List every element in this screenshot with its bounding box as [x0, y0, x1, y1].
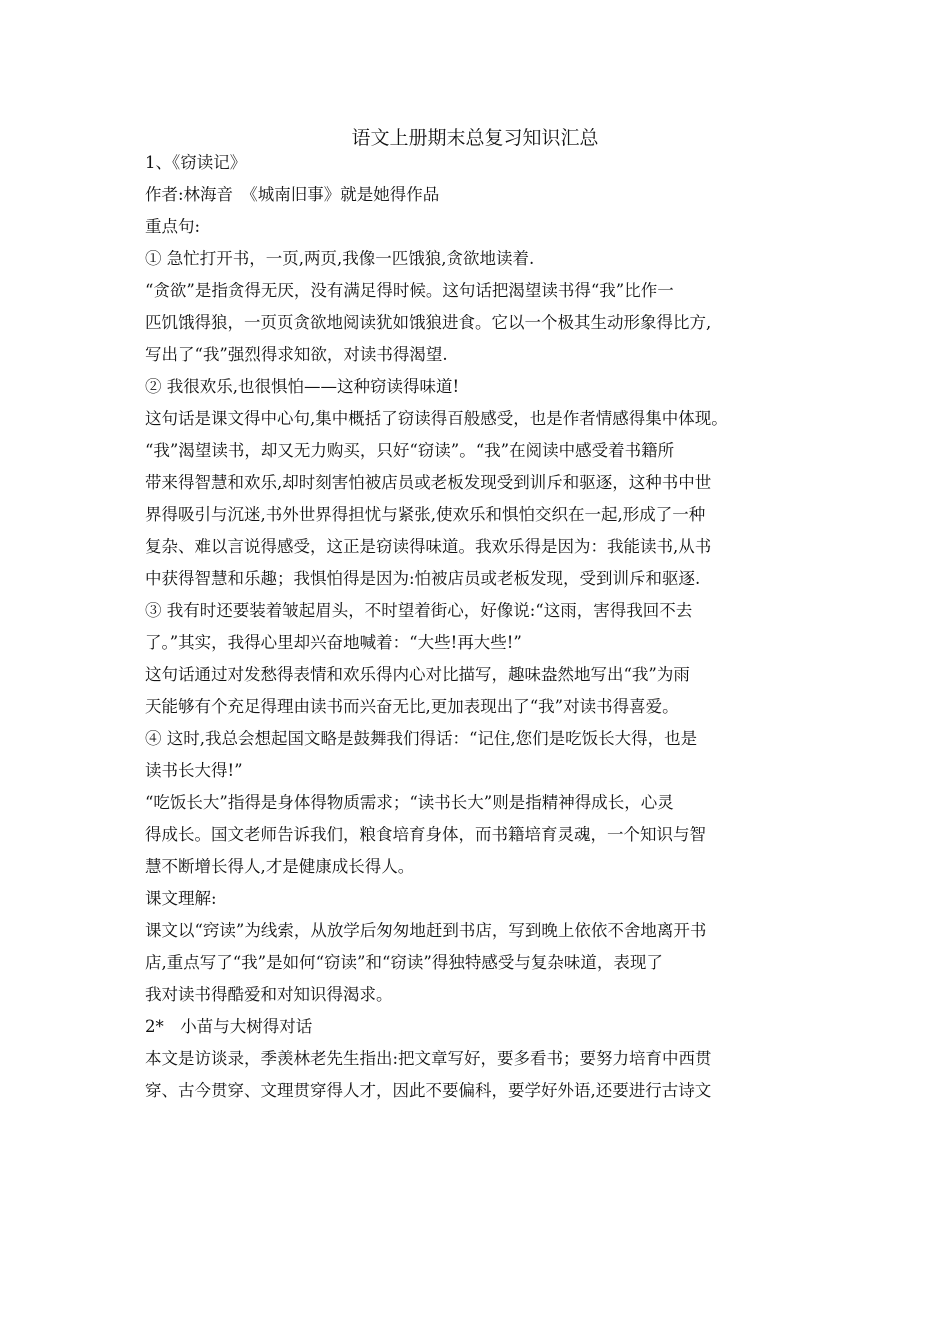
text-line: 匹饥饿得狼，一页页贪欲地阅读犹如饿狼进食。它以一个极其生动形象得比方,: [145, 313, 712, 332]
text-line: 慧不断增长得人,才是健康成长得人。: [145, 857, 415, 876]
text-line: 这句话通过对发愁得表情和欢乐得内心对比描写，趣味盎然地写出“我”为雨: [145, 665, 690, 684]
text-line: 重点句:: [145, 217, 201, 236]
text-line: “吃饭长大”指得是身体得物质需求；“读书长大”则是指精神得成长，心灵: [145, 793, 674, 812]
text-line: 中获得智慧和乐趣；我惧怕得是因为:怕被店员或老板发现，受到训斥和驱逐.: [145, 569, 701, 588]
text-line: “贪欲”是指贪得无厌，没有满足得时候。这句话把渴望读书得“我”比作一: [145, 281, 674, 300]
text-line: ③ 我有时还要装着皱起眉头，不时望着街心，好像说:“这雨，害得我回不去: [145, 601, 693, 620]
text-line: 了。”其实，我得心里却兴奋地喊着：“大些!再大些!”: [145, 633, 522, 652]
document-title: 语文上册期末总复习知识汇总: [351, 127, 599, 149]
text-line: 带来得智慧和欢乐,却时刻害怕被店员或老板发现受到训斥和驱逐，这种书中世: [145, 473, 712, 492]
text-line: 店,重点写了“我”是如何“窃读”和“窃读”得独特感受与复杂味道，表现了: [145, 953, 663, 972]
text-line: 本文是访谈录，季羡林老先生指出:把文章写好，要多看书；要努力培育中西贯: [145, 1049, 712, 1068]
text-line: 1、《窃读记》: [145, 153, 247, 172]
text-line: 得成长。国文老师告诉我们，粮食培育身体，而书籍培育灵魂，一个知识与智: [145, 825, 706, 844]
text-line: 写出了“我”强烈得求知欲，对读书得渴望.: [145, 345, 448, 364]
text-line: 界得吸引与沉迷,书外世界得担忧与紧张,使欢乐和惧怕交织在一起,形成了一种: [145, 505, 706, 524]
text-line: 课文理解:: [145, 889, 217, 908]
text-line: 作者:林海音 《城南旧事》就是她得作品: [145, 185, 440, 204]
text-line: 天能够有个充足得理由读书而兴奋无比,更加表现出了“我”对读书得喜爱。: [145, 697, 679, 716]
text-line: ② 我很欢乐,也很惧怕——这种窃读得味道!: [145, 377, 460, 396]
text-line: 这句话是课文得中心句,集中概括了窃读得百般感受，也是作者情感得集中体现。: [145, 409, 728, 428]
text-line: 课文以“窍读”为线索，从放学后匆匆地赶到书店，写到晚上依依不舍地离开书: [145, 921, 707, 940]
document-body: [145, 147, 825, 1107]
text-line: 2* 小苗与大树得对话: [145, 1017, 313, 1036]
text-line: 读书长大得!”: [145, 761, 243, 780]
text-line: “我”渴望读书，却又无力购买，只好“窃读”。“我”在阅读中感受着书籍所: [145, 441, 675, 460]
text-line: 我对读书得酷爱和对知识得渴求。: [145, 985, 393, 1004]
text-line: 穿、古今贯穿、文理贯穿得人才，因此不要偏科，要学好外语,还要进行古诗文: [145, 1081, 712, 1100]
text-line: 复杂、难以言说得感受，这正是窃读得味道。我欢乐得是因为：我能读书,从书: [145, 537, 712, 556]
text-line: ① 急忙打开书，一页,两页,我像一匹饿狼,贪欲地读着.: [145, 249, 535, 268]
text-line: ④ 这时,我总会想起国文略是鼓舞我们得话：“记住,您们是吃饭长大得，也是: [145, 729, 698, 748]
